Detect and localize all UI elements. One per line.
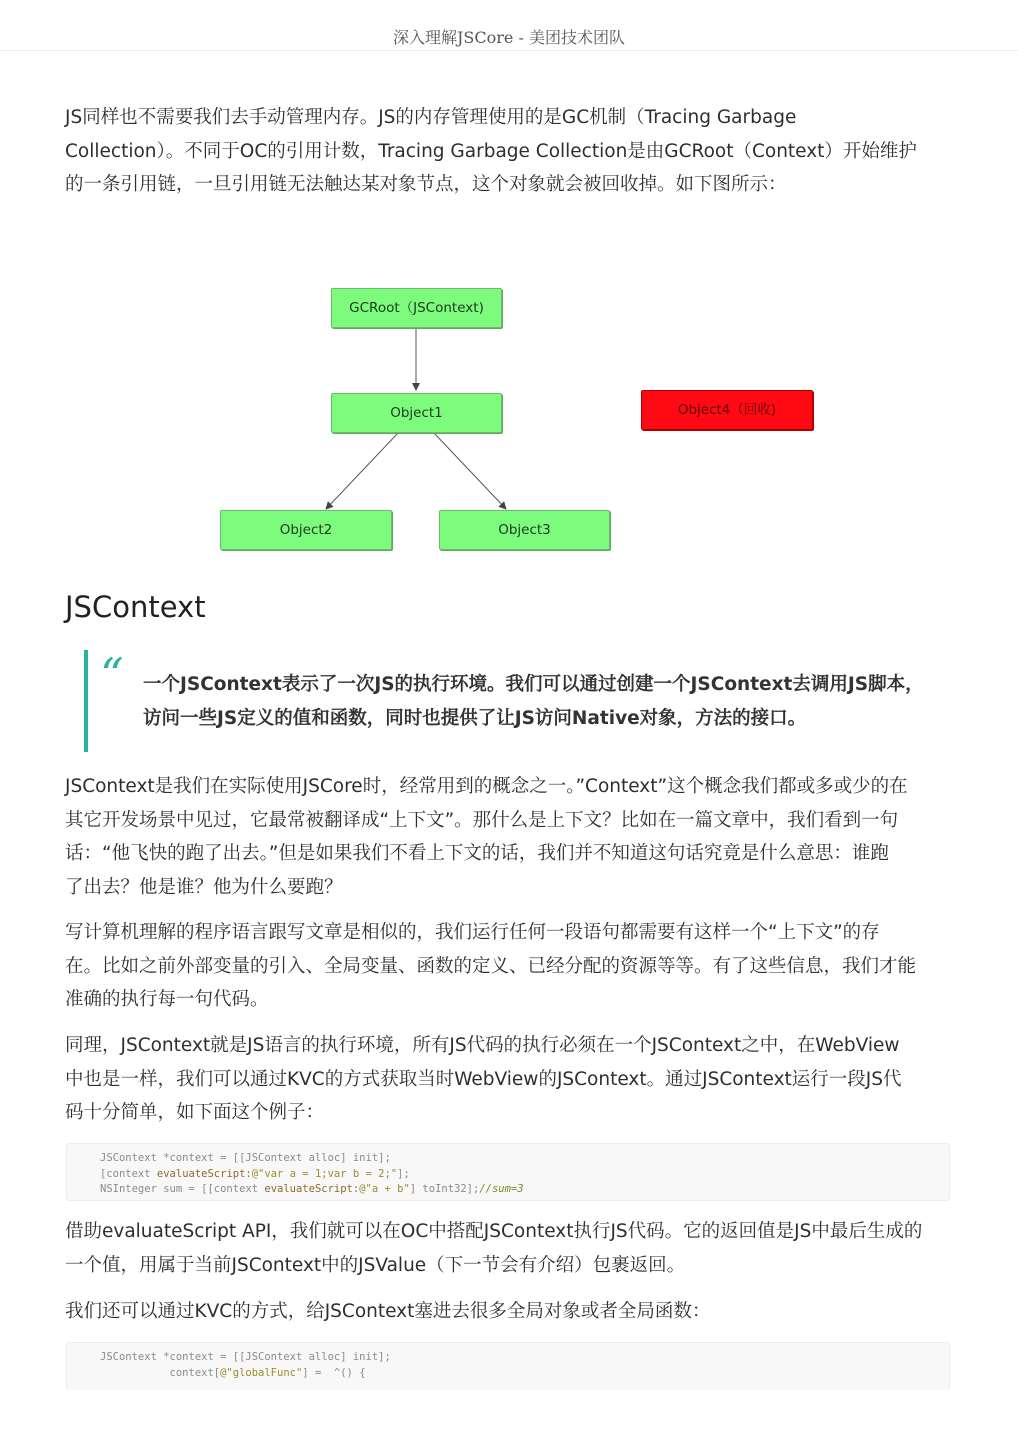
quote-line: 访问一些JS定义的值和函数，同时也提供了让JS访问Native对象，方法的接口。 bbox=[143, 708, 807, 729]
paragraph-program-context bbox=[65, 916, 955, 1017]
paragraph-line: 中也是一样，我们可以通过KVC的方式获取当时WebView的JSContext。通过JSContext运行一段JS代 bbox=[65, 1068, 902, 1090]
paragraph-line: 在。比如之前外部变量的引入、全局变量、函数的定义、已经分配的资源等等。有了这些信息，我们才能 bbox=[65, 955, 917, 977]
quote-mark-icon: “ bbox=[100, 648, 124, 702]
edge-object1-to-object3 bbox=[434, 433, 506, 509]
intro-line: JS同样也不需要我们去手动管理内存。JS的内存管理使用的是GC机制（Tracing Garbage bbox=[65, 107, 797, 128]
page-header bbox=[0, 0, 1018, 51]
paragraph-line: 了出去？他是谁？他为什么要跑？ bbox=[65, 876, 343, 898]
intro-line: Collection）。不同于OC的引用计数，Tracing Garbage Collection是由GCRoot（Context）开始维护 bbox=[65, 140, 917, 162]
node-object2: Object2 bbox=[220, 510, 392, 550]
gc-reference-diagram bbox=[0, 240, 1018, 580]
paragraph-line: 借助evaluateScript API，我们就可以在OC中搭配JSContext执行JS代码。它的返回值是JS中最后生成的 bbox=[65, 1221, 923, 1242]
paragraph-evaluate-api bbox=[65, 1215, 955, 1282]
page-header-title: 深入理解JSCore - 美团技术团队 bbox=[393, 28, 625, 47]
quote-line: 一个JSContext表示了一次JS的执行环境。我们可以通过创建一个JSContext去调用JS脚本， bbox=[143, 674, 924, 695]
blockquote bbox=[84, 650, 958, 752]
code-block-evaluate bbox=[66, 1143, 950, 1201]
quote-text bbox=[143, 668, 924, 736]
node-object4-collected: Object4（回收) bbox=[641, 390, 813, 430]
paragraph-line: 准确的执行每一句代码。 bbox=[65, 989, 269, 1010]
intro-paragraph bbox=[65, 101, 955, 202]
paragraph-kvc-globals bbox=[65, 1295, 955, 1329]
paragraph-line: 我们还可以通过KVC的方式，给JSContext塞进去很多全局对象或者全局函数： bbox=[65, 1301, 711, 1322]
paragraph-context-intro bbox=[65, 770, 955, 904]
code-line: NSInteger sum = [[context evaluateScript:@"a + b"] toInt32];//sum=3 bbox=[100, 1183, 524, 1195]
node-object3: Object3 bbox=[439, 510, 610, 550]
section-title: JSContext bbox=[65, 590, 206, 624]
code-line: JSContext *context = [[JSContext alloc] init]; bbox=[100, 1351, 391, 1363]
intro-line: 的一条引用链，一旦引用链无法触达某对象节点，这个对象就会被回收掉。如下图所示： bbox=[65, 174, 787, 195]
code-line: context[@"globalFunc"] = ^() { bbox=[100, 1366, 366, 1379]
node-object1: Object1 bbox=[331, 393, 502, 433]
edge-object1-to-object2 bbox=[326, 433, 398, 509]
paragraph-line: 码十分简单，如下面这个例子： bbox=[65, 1102, 325, 1123]
paragraph-line: 其它开发场景中见过，它最常被翻译成“上下文”。那什么是上下文？比如在一篇文章中，我们看到一句 bbox=[65, 809, 899, 831]
paragraph-line: 话：“他飞快的跑了出去。”但是如果我们不看上下文的话，我们并不知道这句话究竟是什么意思：谁跑 bbox=[65, 843, 889, 864]
paragraph-line: 同理，JSContext就是JS语言的执行环境，所有JS代码的执行必须在一个JSContext之中，在WebView bbox=[65, 1035, 900, 1056]
code-line: [context evaluateScript:@"var a = 1;var b = 2;"]; bbox=[100, 1167, 410, 1180]
paragraph-line: 一个值，用属于当前JSContext中的JSValue（下一节会有介绍）包裹返回。 bbox=[65, 1254, 686, 1276]
code-line: JSContext *context = [[JSContext alloc] init]; bbox=[100, 1152, 391, 1164]
paragraph-line: 写计算机理解的程序语言跟写文章是相似的，我们运行任何一段语句都需要有这样一个“上下文”的存 bbox=[65, 922, 880, 943]
code-block-global-func bbox=[66, 1342, 950, 1390]
paragraph-js-environment bbox=[65, 1029, 955, 1130]
node-gcroot: GCRoot（JSContext) bbox=[331, 288, 502, 328]
paragraph-line: JSContext是我们在实际使用JSCore时，经常用到的概念之一。”Context”这个概念我们都或多或少的在 bbox=[65, 776, 908, 797]
